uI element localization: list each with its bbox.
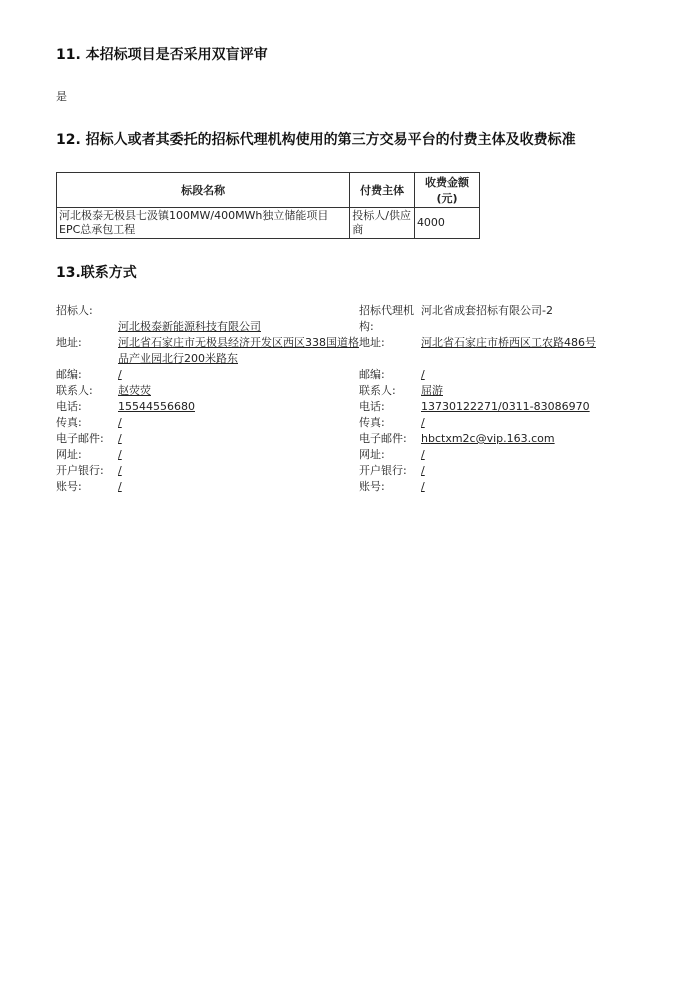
contact-row-fax <box>56 415 616 431</box>
header-payer: 付费主体 <box>350 173 415 208</box>
tenderer-fax-value: / <box>118 416 122 429</box>
fee-table <box>56 172 480 239</box>
section-13-title: 13.联系方式 <box>56 265 137 281</box>
tenderer-label: 招标人: <box>56 304 93 317</box>
double-blind-answer: 是 <box>56 90 67 103</box>
contact-row-address <box>56 335 616 367</box>
contact-row-account <box>56 479 616 495</box>
header-lot-name: 标段名称 <box>57 173 350 208</box>
header-fee-amount: 收费金额(元) <box>414 173 479 208</box>
section-11-title: 11. 本招标项目是否采用双盲评审 <box>56 47 268 63</box>
agency-bank-value: / <box>421 464 425 477</box>
agency-postcode-value: / <box>421 368 425 381</box>
contact-row-website <box>56 447 616 463</box>
agency-contact-value: 屈游 <box>421 384 443 397</box>
agency-contact-label: 联系人: <box>359 384 396 397</box>
agency-fax-value: / <box>421 416 425 429</box>
tenderer-postcode-value: / <box>118 368 122 381</box>
tenderer-email-value: / <box>118 432 122 445</box>
agency-address-value: 河北省石家庄市桥西区工农路486号 <box>421 336 596 349</box>
tenderer-phone-label: 电话: <box>56 400 82 413</box>
contact-row-bank <box>56 463 616 479</box>
agency-email-label: 电子邮件: <box>359 432 407 445</box>
tenderer-value: 河北极泰新能源科技有限公司 <box>118 320 261 333</box>
agency-address-label: 地址: <box>359 336 385 349</box>
tenderer-bank-value: / <box>118 464 122 477</box>
tenderer-email-label: 电子邮件: <box>56 432 104 445</box>
agency-email-value[interactable]: hbctxm2c@vip.163.com <box>421 432 555 445</box>
tenderer-contact-value: 赵荧荧 <box>118 384 151 397</box>
tenderer-postcode-label: 邮编: <box>56 368 82 381</box>
tenderer-address-value: 河北省石家庄市无极县经济开发区西区338国道格品产业园北行200米路东 <box>118 336 359 365</box>
tenderer-account-value: / <box>118 480 122 493</box>
table-row <box>57 208 480 239</box>
tenderer-phone-value: 15544556680 <box>118 400 195 413</box>
tenderer-address-label: 地址: <box>56 336 82 349</box>
fee-table-header-row <box>57 173 480 208</box>
agency-fax-label: 传真: <box>359 416 385 429</box>
agency-phone-label: 电话: <box>359 400 385 413</box>
tenderer-account-label: 账号: <box>56 480 82 493</box>
tenderer-contact-label: 联系人: <box>56 384 93 397</box>
tenderer-fax-label: 传真: <box>56 416 82 429</box>
agency-website-label: 网址: <box>359 448 385 461</box>
tenderer-website-value: / <box>118 448 122 461</box>
agency-value: 河北省成套招标有限公司-2 <box>421 304 553 317</box>
agency-account-label: 账号: <box>359 480 385 493</box>
agency-phone-value: 13730122271/0311-83086970 <box>421 400 590 413</box>
contact-info <box>56 303 616 495</box>
agency-bank-label: 开户银行: <box>359 464 407 477</box>
agency-website-value: / <box>421 448 425 461</box>
contact-row-postcode <box>56 367 616 383</box>
agency-postcode-label: 邮编: <box>359 368 385 381</box>
contact-row-phone <box>56 399 616 415</box>
fee-amount-cell: 4000 <box>414 208 479 239</box>
agency-label: 招标代理机构: <box>359 304 414 333</box>
contact-row-org <box>56 303 616 335</box>
contact-row-person <box>56 383 616 399</box>
lot-name-cell: 河北极泰无极县七汲镇100MW/400MWh独立储能项目EPC总承包工程 <box>57 208 350 239</box>
tenderer-bank-label: 开户银行: <box>56 464 104 477</box>
agency-account-value: / <box>421 480 425 493</box>
payer-cell: 投标人/供应商 <box>350 208 415 239</box>
tenderer-website-label: 网址: <box>56 448 82 461</box>
section-12-title: 12. 招标人或者其委托的招标代理机构使用的第三方交易平台的付费主体及收费标准 <box>56 132 576 148</box>
contact-row-email <box>56 431 616 447</box>
